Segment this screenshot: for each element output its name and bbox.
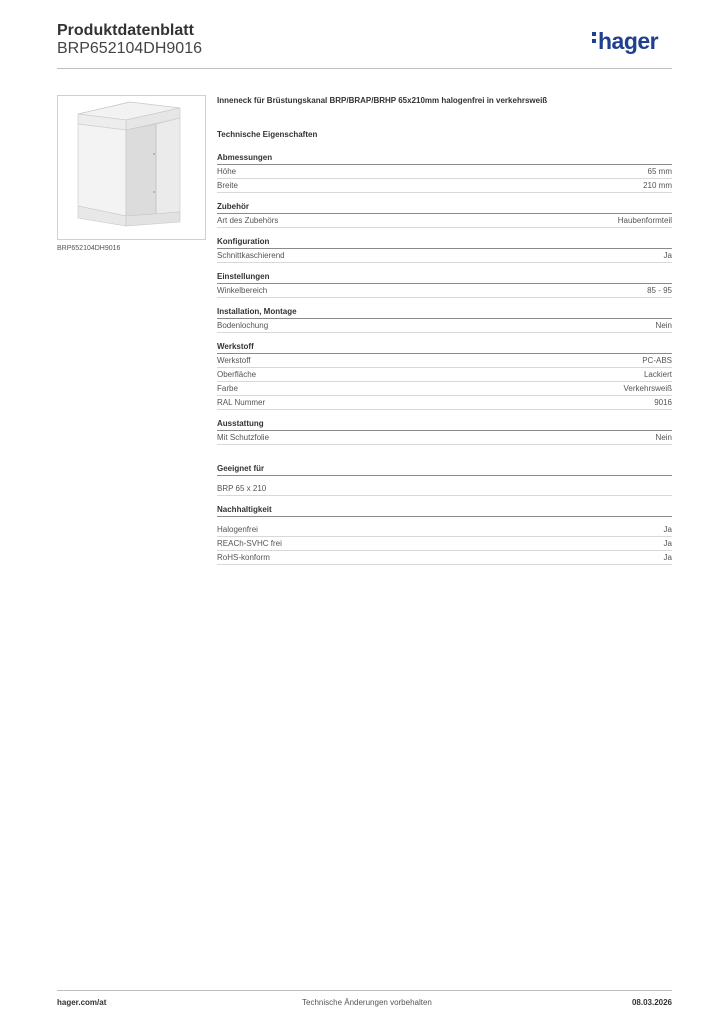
section-title: Installation, Montage xyxy=(217,307,672,319)
footer-divider xyxy=(57,990,672,991)
section-settings xyxy=(217,272,672,298)
row-value: Nein xyxy=(655,321,672,330)
row-value: 9016 xyxy=(654,398,672,407)
page-title: Produktdatenblatt xyxy=(57,22,194,39)
table-row xyxy=(217,551,672,565)
table-row xyxy=(217,179,672,193)
technical-properties-heading: Technische Eigenschaften xyxy=(217,130,318,139)
table-row xyxy=(217,214,672,228)
row-value: Ja xyxy=(663,525,672,534)
section-configuration xyxy=(217,237,672,263)
table-row xyxy=(217,354,672,368)
row-label: Werkstoff xyxy=(217,356,251,365)
row-label: RoHS-konform xyxy=(217,553,270,562)
section-title: Ausstattung xyxy=(217,419,672,431)
row-label: Oberfläche xyxy=(217,370,257,379)
section-title: Nachhaltigkeit xyxy=(217,505,672,517)
row-value: Nein xyxy=(655,433,672,442)
image-caption: BRP652104DH9016 xyxy=(57,245,121,252)
row-value: Ja xyxy=(663,553,672,562)
footer-website: hager.com/at xyxy=(57,998,107,1007)
row-label: Mit Schutzfolie xyxy=(217,433,270,442)
section-title: Einstellungen xyxy=(217,272,672,284)
table-row xyxy=(217,368,672,382)
section-installation xyxy=(217,307,672,333)
section-dimensions xyxy=(217,153,672,193)
row-label: Farbe xyxy=(217,384,238,393)
table-row xyxy=(217,165,672,179)
table-row xyxy=(217,284,672,298)
section-title: Abmessungen xyxy=(217,153,672,165)
section-title: Werkstoff xyxy=(217,342,672,354)
section-title: Zubehör xyxy=(217,202,672,214)
section-material xyxy=(217,342,672,410)
row-label: Winkelbereich xyxy=(217,286,268,295)
row-value: Lackiert xyxy=(643,370,672,379)
row-label: Bodenlochung xyxy=(217,321,269,330)
row-value: Ja xyxy=(663,251,672,260)
row-label: Halogenfrei xyxy=(217,525,258,534)
section-sustainability xyxy=(217,505,672,565)
section-title: Konfiguration xyxy=(217,237,672,249)
section-suitable-for xyxy=(217,464,672,496)
row-value: Haubenformteil xyxy=(617,216,672,225)
section-title: Geeignet für xyxy=(217,464,672,476)
row-label: Höhe xyxy=(217,167,237,176)
section-accessories xyxy=(217,202,672,228)
row-label: Schnittkaschierend xyxy=(217,251,285,260)
product-image xyxy=(57,95,206,240)
footer-date: 08.03.2026 xyxy=(631,998,672,1007)
product-code: BRP652104DH9016 xyxy=(57,40,202,57)
row-label: RAL Nummer xyxy=(217,398,266,407)
product-details xyxy=(217,96,672,574)
product-description: Inneneck für Brüstungskanal BRP/BRAP/BRHP 65x210mm halogenfrei in verkehrsweiß xyxy=(217,96,548,105)
footer-notice: Technische Änderungen vorbehalten xyxy=(302,998,432,1007)
table-row xyxy=(217,482,672,496)
header-divider xyxy=(57,68,672,69)
row-value: 210 mm xyxy=(643,181,672,190)
table-row xyxy=(217,396,672,410)
logo-text: hager xyxy=(598,28,659,54)
logo-dots-icon xyxy=(592,32,596,46)
table-row xyxy=(217,382,672,396)
row-label: BRP 65 x 210 xyxy=(217,484,267,493)
table-row xyxy=(217,249,672,263)
table-row xyxy=(217,537,672,551)
row-value: 65 mm xyxy=(647,167,672,176)
row-value: Ja xyxy=(663,539,672,548)
table-row xyxy=(217,319,672,333)
row-label: Breite xyxy=(217,181,238,190)
row-label: REACh-SVHC frei xyxy=(217,539,282,548)
hager-logo xyxy=(592,28,658,55)
row-label: Art des Zubehörs xyxy=(217,216,279,225)
row-value: Verkehrsweiß xyxy=(623,384,672,393)
row-value: PC-ABS xyxy=(642,356,672,365)
table-row xyxy=(217,431,672,445)
section-equipment xyxy=(217,419,672,445)
inner-corner-product-icon xyxy=(58,96,205,239)
table-row xyxy=(217,523,672,537)
row-value: 85 - 95 xyxy=(647,286,672,295)
